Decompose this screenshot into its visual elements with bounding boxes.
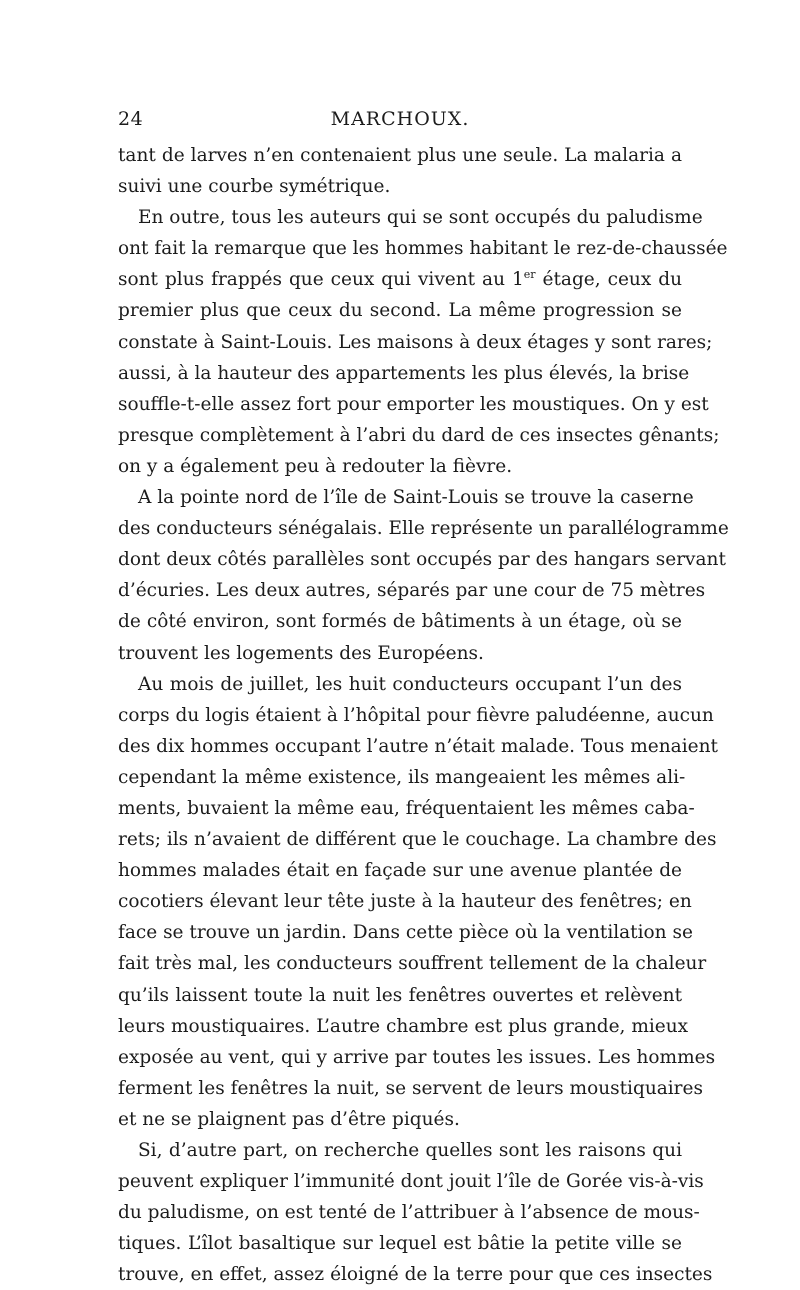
text-line: d’écuries. Les deux autres, séparés par une cour de 75 mètres: [118, 580, 706, 602]
text-line: cocotiers élevant leur tête juste à la hauteur des fenêtres; en: [118, 891, 692, 913]
text-line: face se trouve un jardin. Dans cette pièce où la ventilation se: [118, 922, 693, 944]
text-line: tant de larves n’en contenaient plus une seule. La malaria a: [118, 145, 682, 166]
text-line: suivi une courbe symétrique.: [118, 176, 391, 198]
body-text: [118, 140, 729, 1290]
text-line: et ne se plaignent pas d’être piqués.: [118, 1108, 460, 1130]
text-line: ments, buvaient la même eau, fréquentaient les mêmes caba-: [118, 797, 695, 819]
text-line: trouve, en effet, assez éloigné de la terre pour que ces insectes: [118, 1264, 713, 1286]
text-line: premier plus que ceux du second. La même progression se: [118, 300, 682, 322]
text-line: ont fait la remarque que les hommes habitant le rez-de-chaussée: [118, 238, 728, 260]
running-head: [118, 108, 682, 138]
text-line: de côté environ, sont formés de bâtiments à un étage, où se: [118, 611, 682, 633]
text-line: Au mois de juillet, les huit conducteurs occupant l’un des: [138, 673, 682, 695]
text-line: hommes malades était en façade sur une avenue plantée de: [118, 860, 682, 882]
text-line: cependant la même existence, ils mangeaient les mêmes ali-: [118, 766, 686, 788]
text-line: presque complètement à l’abri du dard de ces insectes gênants;: [118, 424, 720, 446]
text-line: A la pointe nord de l’île de Saint-Louis se trouve la caserne: [138, 487, 694, 509]
running-title: MARCHOUX.: [330, 108, 470, 130]
text-line: aussi, à la hauteur des appartements les plus élevés, la brise: [118, 362, 690, 384]
paragraph-2: [118, 202, 728, 482]
text-line: peuvent expliquer l’immunité dont jouit l’île de Gorée vis-à-vis: [118, 1171, 704, 1193]
paragraph-5: [118, 1135, 713, 1290]
text-line: corps du logis étaient à l’hôpital pour fièvre paludéenne, aucun: [118, 704, 714, 726]
text-line: trouvent les logements des Européens.: [118, 642, 484, 664]
page-number: 24: [118, 108, 144, 130]
paragraph-1: [118, 140, 682, 202]
text-line: tiques. L’îlot basaltique sur lequel est bâtie la petite ville se: [118, 1233, 682, 1255]
paragraph-4: [118, 669, 718, 1135]
text-line: des dix hommes occupant l’autre n’était malade. Tous menaient: [118, 735, 718, 757]
text-line: fait très mal, les conducteurs souffrent tellement de la chaleur: [118, 953, 707, 975]
text-line: exposée au vent, qui y arrive par toutes les issues. Les hommes: [118, 1046, 716, 1068]
text-line: qu’ils laissent toute la nuit les fenêtres ouvertes et relèvent: [118, 984, 682, 1006]
text-line: ferment les fenêtres la nuit, se servent de leurs moustiquaires: [118, 1077, 703, 1099]
paragraph-3: [118, 482, 729, 669]
book-page: [118, 108, 729, 1290]
text-line: dont deux côtés parallèles sont occupés par des hangars servant: [118, 549, 726, 571]
text-line: En outre, tous les auteurs qui se sont occupés du paludisme: [138, 207, 703, 229]
text-line: du paludisme, on est tenté de l’attribuer à l’absence de mous-: [118, 1202, 700, 1224]
text-line: constate à Saint-Louis. Les maisons à deux étages y sont rares;: [118, 331, 713, 353]
text-line: leurs moustiquaires. L’autre chambre est plus grande, mieux: [118, 1015, 689, 1037]
text-line: sont plus frappés que ceux qui vivent au 1er étage, ceux du: [118, 268, 683, 291]
text-line: on y a également peu à redouter la fièvre.: [118, 455, 513, 477]
text-line: Si, d’autre part, on recherche quelles sont les raisons qui: [138, 1140, 682, 1161]
text-line: des conducteurs sénégalais. Elle représente un parallélogramme: [118, 518, 729, 540]
text-line: souffle-t-elle assez fort pour emporter les moustiques. On y est: [118, 393, 709, 415]
text-line: rets; ils n’avaient de différent que le couchage. La chambre des: [118, 829, 717, 851]
